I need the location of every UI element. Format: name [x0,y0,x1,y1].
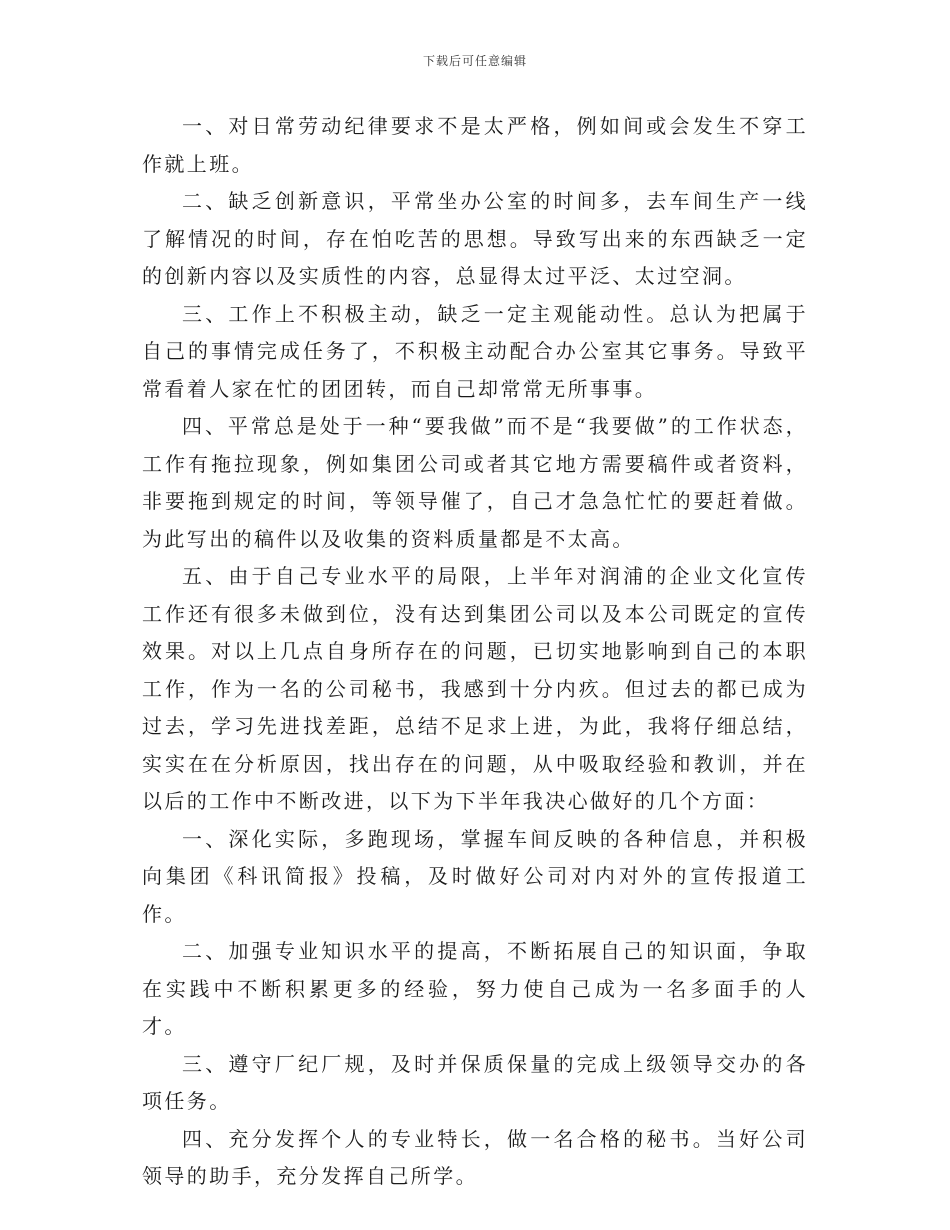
paragraph-plan-knowledge: 二、加强专业知识水平的提高，不断拓展自己的知识面，争取在实践中不断积累更多的经验，努力使自己成为一名多面手的人才。 [142,939,808,1038]
paragraph-innovation: 二、缺乏创新意识，平常坐办公室的时间多，去车间生产一线了解情况的时间，存在怕吃苦的思想。导致写出来的东西缺乏一定的创新内容以及实质性的内容，总显得太过平泛、太过空洞。 [142,189,808,288]
paragraph-discipline: 一、对日常劳动纪律要求不是太严格，例如间或会发生不穿工作就上班。 [142,114,808,176]
paragraph-plan-practice: 一、深化实际，多跑现场，掌握车间反映的各种信息，并积极向集团《科讯简报》投稿，及时做好公司对内对外的宣传报道工作。 [142,826,808,926]
header-note: 下载后可任意编辑 [422,54,527,68]
paragraph-professional-level: 五、由于自己专业水平的局限，上半年对润浦的企业文化宣传工作还有很多未做到位，没有达到集团公司以及本公司既定的宣传效果。对以上几点自身所存在的问题，已切实地影响到自己的本职工作，作为一名的公司秘书，我感到十分内疚。但过去的都已成为过去，学习先进找差距，总结不足求上进，为此，我将仔细总结，实实在在分析原因，找出存在的问题，从中吸取经验和教训，并在以后的工作中不断改进，以下为下半年我决心做好的几个方面： [142,564,808,813]
paragraph-initiative: 三、工作上不积极主动，缺乏一定主观能动性。总认为把属于自己的事情完成任务了，不积极主动配合办公室其它事务。导致平常看着人家在忙的团团转，而自己却常常无所事事。 [142,301,808,401]
paragraph-work-attitude: 四、平常总是处于一种“要我做”而不是“我要做”的工作状态，工作有拖拉现象，例如集团公司或者其它地方需要稿件或者资料，非要拖到规定的时间，等领导催了，自己才急急忙忙的要赶着做。为此写出的稿件以及收集的资料质量都是不太高。 [142,414,808,551]
paragraph-plan-rules: 三、遵守厂纪厂规，及时并保质保量的完成上级领导交办的各项任务。 [142,1051,808,1113]
paragraph-plan-expertise: 四、充分发挥个人的专业特长，做一名合格的秘书。当好公司领导的助手，充分发挥自己所学。 [142,1126,808,1188]
document-body [142,108,808,1196]
